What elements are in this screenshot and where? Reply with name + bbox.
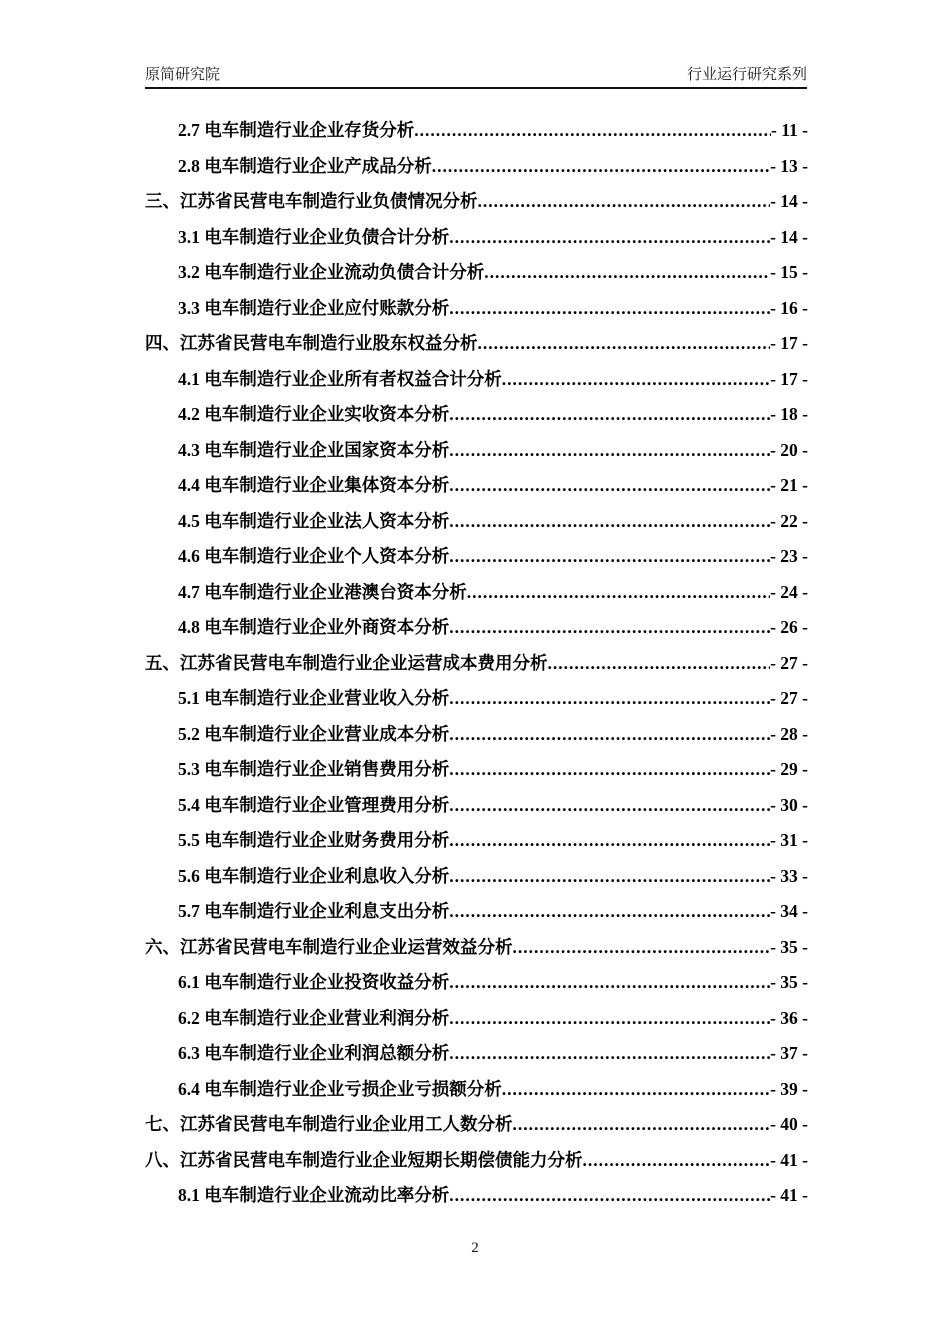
toc-entry-page: - 33 - xyxy=(770,865,808,886)
toc-dot-leader xyxy=(449,823,770,859)
toc-entry-page: - 21 - xyxy=(770,475,808,495)
toc-entry-label: 4.5 电车制造行业企业法人资本分析 xyxy=(178,510,450,531)
toc-dot-leader xyxy=(449,539,770,575)
toc-entry-label: 四、江苏省民营电车制造行业股东权益分析 xyxy=(145,333,478,353)
toc-entry-label: 6.3 电车制造行业企业利润总额分析 xyxy=(178,1043,450,1063)
toc-entry[interactable] xyxy=(145,1178,808,1214)
toc-entry[interactable] xyxy=(145,184,808,220)
toc-entry-label: 2.7 电车制造行业企业存货分析 xyxy=(178,120,415,140)
toc-entry[interactable] xyxy=(145,291,808,327)
toc-entry-page: - 40 - xyxy=(770,1114,808,1134)
toc-entry-label: 4.7 电车制造行业企业港澳台资本分析 xyxy=(178,581,467,602)
toc-entry[interactable] xyxy=(145,397,808,433)
toc-dot-leader xyxy=(449,1178,770,1214)
toc-dot-leader xyxy=(449,717,770,753)
toc-entry-page: - 29 - xyxy=(770,759,808,779)
toc-entry-label: 5.3 电车制造行业企业销售费用分析 xyxy=(178,759,450,779)
toc-entry[interactable] xyxy=(145,1107,808,1143)
toc-entry[interactable] xyxy=(145,220,808,256)
toc-entry[interactable] xyxy=(145,752,808,788)
toc-entry[interactable] xyxy=(145,149,808,185)
toc-dot-leader xyxy=(449,397,770,433)
toc-entry-label: 8.1 电车制造行业企业流动比率分析 xyxy=(178,1185,450,1205)
toc-entry-label: 六、江苏省民营电车制造行业企业运营效益分析 xyxy=(145,936,513,957)
toc-entry-label: 4.1 电车制造行业企业所有者权益合计分析 xyxy=(178,368,502,389)
toc-entry[interactable] xyxy=(145,717,808,753)
toc-dot-leader xyxy=(449,894,770,930)
toc-dot-leader xyxy=(548,646,771,682)
toc-entry-page: - 11 - xyxy=(771,120,808,140)
toc-dot-leader xyxy=(449,1001,770,1037)
toc-dot-leader xyxy=(478,184,771,220)
toc-entry-label: 五、江苏省民营电车制造行业企业运营成本费用分析 xyxy=(145,652,548,673)
toc-entry-label: 4.2 电车制造行业企业实收资本分析 xyxy=(178,404,450,424)
toc-entry-page: - 15 - xyxy=(770,262,808,282)
toc-entry-page: - 31 - xyxy=(770,830,808,850)
toc-entry[interactable] xyxy=(145,894,808,930)
toc-entry[interactable] xyxy=(145,362,808,398)
toc-dot-leader xyxy=(414,113,771,149)
toc-entry[interactable] xyxy=(145,504,808,540)
toc-dot-leader xyxy=(449,681,770,717)
toc-entry-page: - 41 - xyxy=(770,1149,808,1170)
toc-entry[interactable] xyxy=(145,433,808,469)
toc-entry-label: 3.3 电车制造行业企业应付账款分析 xyxy=(178,297,450,318)
toc-entry[interactable] xyxy=(145,965,808,1001)
toc-entry-page: - 18 - xyxy=(770,404,808,424)
toc-entry-page: - 35 - xyxy=(770,936,808,957)
toc-dot-leader xyxy=(449,788,770,824)
header-right-text: 行业运行研究系列 xyxy=(686,67,807,83)
toc-entry-page: - 14 - xyxy=(770,191,808,211)
toc-entry-label: 4.6 电车制造行业企业个人资本分析 xyxy=(178,546,450,566)
toc-entry-label: 八、江苏省民营电车制造行业企业短期长期偿债能力分析 xyxy=(145,1149,583,1170)
toc-dot-leader xyxy=(583,1143,771,1179)
toc-entry-page: - 39 - xyxy=(770,1078,808,1099)
toc-entry[interactable] xyxy=(145,468,808,504)
toc-entry-label: 5.2 电车制造行业企业营业成本分析 xyxy=(178,723,450,744)
toc-entry[interactable] xyxy=(145,859,808,895)
toc-entry[interactable] xyxy=(145,610,808,646)
toc-entry[interactable] xyxy=(145,646,808,682)
toc-dot-leader xyxy=(449,220,770,256)
toc-entry-label: 4.4 电车制造行业企业集体资本分析 xyxy=(178,475,450,495)
toc-entry-page: - 23 - xyxy=(770,546,808,566)
page-header xyxy=(145,63,807,84)
toc-dot-leader xyxy=(432,149,770,185)
toc-entry-label: 3.2 电车制造行业企业流动负债合计分析 xyxy=(178,262,485,282)
toc-entry-page: - 28 - xyxy=(770,723,808,744)
toc-entry[interactable] xyxy=(145,1001,808,1037)
toc-entry-page: - 13 - xyxy=(770,155,808,176)
toc-entry-label: 5.7 电车制造行业企业利息支出分析 xyxy=(178,901,450,921)
toc-entry[interactable] xyxy=(145,1036,808,1072)
toc-entry-label: 5.1 电车制造行业企业营业收入分析 xyxy=(178,688,450,708)
toc-dot-leader xyxy=(449,610,770,646)
toc-entry-label: 5.4 电车制造行业企业管理费用分析 xyxy=(178,794,450,815)
toc-dot-leader xyxy=(502,1072,770,1108)
header-rule xyxy=(145,87,807,89)
toc-dot-leader xyxy=(449,965,770,1001)
toc-entry-page: - 24 - xyxy=(770,581,808,602)
toc-entry-label: 4.3 电车制造行业企业国家资本分析 xyxy=(178,439,450,460)
toc-entry-label: 6.2 电车制造行业企业营业利润分析 xyxy=(178,1007,450,1028)
toc-entry[interactable] xyxy=(145,255,808,291)
toc-dot-leader xyxy=(449,859,770,895)
toc-entry[interactable] xyxy=(145,326,808,362)
toc-entry-page: - 36 - xyxy=(770,1007,808,1028)
page-footer xyxy=(0,1240,950,1257)
toc-dot-leader xyxy=(449,291,770,327)
toc-entry-page: - 30 - xyxy=(770,794,808,815)
toc-dot-leader xyxy=(484,255,770,291)
page-number: 2 xyxy=(471,1240,479,1256)
toc-dot-leader xyxy=(449,433,770,469)
toc-entry-page: - 37 - xyxy=(770,1043,808,1063)
toc-entry-page: - 22 - xyxy=(770,510,808,531)
toc-dot-leader xyxy=(502,362,770,398)
toc-dot-leader xyxy=(467,575,770,611)
toc-entry-label: 6.1 电车制造行业企业投资收益分析 xyxy=(178,972,450,992)
toc-entry-page: - 17 - xyxy=(770,368,808,389)
table-of-contents xyxy=(145,113,808,1214)
toc-entry-page: - 20 - xyxy=(770,439,808,460)
toc-dot-leader xyxy=(478,326,771,362)
toc-dot-leader xyxy=(513,930,771,966)
toc-dot-leader xyxy=(449,752,770,788)
toc-dot-leader xyxy=(449,1036,770,1072)
header-left-text: 原简研究院 xyxy=(145,67,221,83)
toc-entry-label: 6.4 电车制造行业企业亏损企业亏损额分析 xyxy=(178,1078,502,1099)
toc-entry-page: - 35 - xyxy=(770,972,808,992)
toc-entry-label: 5.5 电车制造行业企业财务费用分析 xyxy=(178,830,450,850)
toc-entry[interactable] xyxy=(145,1072,808,1108)
toc-entry-page: - 41 - xyxy=(770,1185,808,1205)
toc-entry[interactable] xyxy=(145,788,808,824)
toc-entry[interactable] xyxy=(145,575,808,611)
toc-entry-page: - 26 - xyxy=(770,617,808,637)
toc-entry-label: 4.8 电车制造行业企业外商资本分析 xyxy=(178,617,450,637)
toc-entry-page: - 14 - xyxy=(770,226,808,247)
toc-entry[interactable] xyxy=(145,113,808,149)
toc-entry-page: - 27 - xyxy=(770,688,808,708)
toc-entry[interactable] xyxy=(145,1143,808,1179)
toc-dot-leader xyxy=(449,504,770,540)
toc-entry[interactable] xyxy=(145,539,808,575)
toc-entry-page: - 16 - xyxy=(770,297,808,318)
toc-entry-page: - 17 - xyxy=(770,333,808,353)
toc-dot-leader xyxy=(513,1107,771,1143)
toc-entry-label: 三、江苏省民营电车制造行业负债情况分析 xyxy=(145,191,478,211)
toc-entry-page: - 34 - xyxy=(770,901,808,921)
toc-entry-label: 2.8 电车制造行业企业产成品分析 xyxy=(178,155,432,176)
toc-entry[interactable] xyxy=(145,823,808,859)
toc-entry-label: 3.1 电车制造行业企业负债合计分析 xyxy=(178,226,450,247)
toc-entry-page: - 27 - xyxy=(770,652,808,673)
toc-dot-leader xyxy=(449,468,770,504)
toc-entry[interactable] xyxy=(145,930,808,966)
toc-entry[interactable] xyxy=(145,681,808,717)
toc-entry-label: 七、江苏省民营电车制造行业企业用工人数分析 xyxy=(145,1114,513,1134)
toc-entry-label: 5.6 电车制造行业企业利息收入分析 xyxy=(178,865,450,886)
